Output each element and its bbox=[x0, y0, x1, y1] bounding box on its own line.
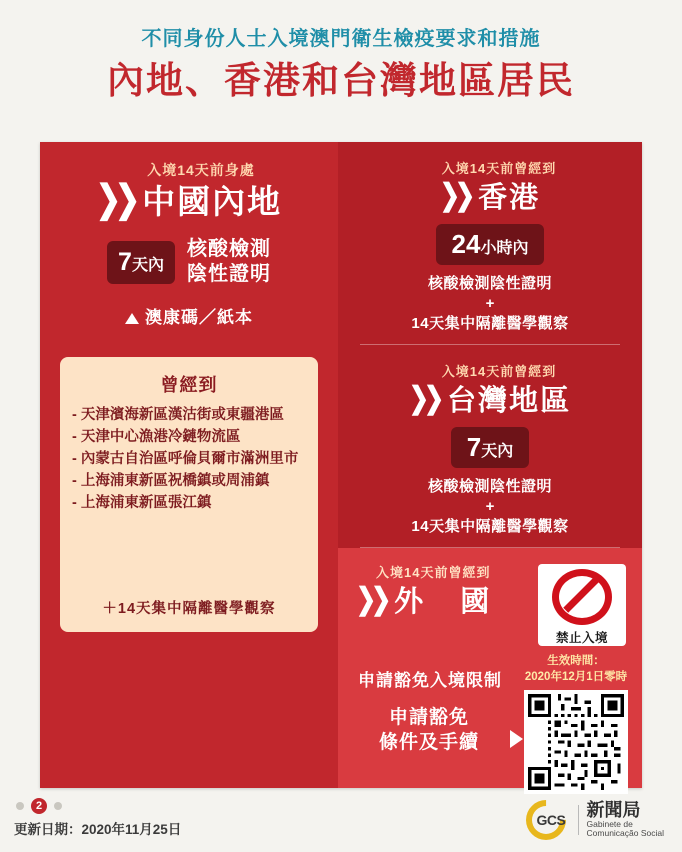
mainland-been-to-box bbox=[60, 357, 318, 632]
mainland-days-number: 7 bbox=[118, 247, 132, 276]
gcs-logo-mark-text: GCS bbox=[536, 812, 566, 828]
page-title: 內地、香港和台灣地區居民 bbox=[107, 60, 575, 101]
hongkong-time-chip bbox=[436, 224, 545, 265]
list-item: - 天津中心漁港冷鏈物流區 bbox=[72, 429, 241, 446]
content-panel bbox=[40, 142, 642, 788]
taiwan-title-row bbox=[352, 378, 628, 419]
foreign-title-row bbox=[356, 579, 493, 620]
been-to-footer: ＋14天集中隔離醫學觀察 bbox=[102, 601, 276, 617]
mainland-requirement-text bbox=[187, 237, 271, 287]
update-date: 更新日期：2020年11月25日 bbox=[14, 822, 182, 837]
been-to-list bbox=[72, 405, 306, 514]
effective-label: 生效時間： bbox=[547, 655, 605, 667]
taiwan-plus: + bbox=[485, 498, 495, 515]
hongkong-title-row bbox=[352, 175, 628, 216]
mainland-heading bbox=[40, 142, 338, 223]
page-dot[interactable] bbox=[16, 802, 24, 810]
gcs-logo bbox=[526, 800, 664, 840]
taiwan-chip-unit: 天內 bbox=[481, 443, 514, 460]
hongkong-chip-unit: 小時內 bbox=[480, 240, 529, 257]
logo-text-pt-line1: Gabinete de bbox=[586, 818, 633, 829]
no-entry-icon bbox=[552, 569, 612, 625]
triangle-up-icon bbox=[125, 313, 139, 324]
hongkong-pre-label: 入境14天前曾經到 bbox=[441, 161, 557, 176]
apply-cta-line2: 條件及手續 bbox=[378, 731, 479, 753]
taiwan-time-chip bbox=[451, 427, 529, 468]
no-entry-label: 禁止入境 bbox=[555, 631, 608, 645]
list-item: - 天津濱海新區漢沽街或東疆港區 bbox=[72, 407, 284, 423]
section-taiwan bbox=[338, 345, 642, 548]
mainland-code-note-text: 澳康碼／紙本 bbox=[145, 308, 253, 327]
hongkong-region: 香港 bbox=[478, 182, 541, 214]
chevron-right-icon: ❯❯ bbox=[439, 178, 471, 212]
logo-text-cn: 新聞局 bbox=[586, 799, 641, 820]
mainland-code-note bbox=[40, 303, 338, 328]
triangle-right-icon bbox=[510, 730, 523, 748]
list-item: - 上海浦東新區祝橋鎮或周浦鎮 bbox=[72, 473, 270, 490]
poster-header bbox=[0, 0, 682, 108]
mainland-title-row bbox=[54, 176, 324, 223]
chevron-right-icon: ❯❯ bbox=[408, 381, 440, 415]
section-hongkong bbox=[338, 142, 642, 345]
mainland-pre-label: 入境14天前身處 bbox=[147, 162, 255, 178]
list-item: - 內蒙古自治區呼倫貝爾市滿洲里市 bbox=[72, 451, 299, 468]
effective-time bbox=[524, 654, 628, 685]
logo-divider bbox=[578, 805, 579, 835]
gcs-logo-icon bbox=[526, 800, 570, 840]
mainland-requirement-line1: 核酸檢測 bbox=[186, 238, 271, 260]
mainland-region: 中國內地 bbox=[142, 183, 283, 220]
poster-footer bbox=[0, 788, 682, 852]
mainland-days-unit: 天內 bbox=[131, 256, 164, 274]
apply-cta-text bbox=[354, 706, 504, 755]
mainland-requirement-line2: 陰性證明 bbox=[186, 263, 271, 285]
hongkong-line1: 核酸檢測陰性證明 bbox=[427, 275, 552, 292]
right-column bbox=[338, 142, 642, 788]
taiwan-chip-number: 7 bbox=[466, 432, 482, 462]
apply-cta-line1: 申請豁免 bbox=[388, 707, 469, 728]
hongkong-chip-number: 24 bbox=[451, 229, 481, 259]
taiwan-line1: 核酸檢測陰性證明 bbox=[427, 478, 552, 495]
gcs-logo-text bbox=[587, 801, 664, 839]
logo-text-pt-line2: Comunicação Social bbox=[586, 828, 664, 839]
hongkong-plus: + bbox=[485, 295, 495, 312]
foreign-region: 外 國 bbox=[394, 586, 494, 618]
chevron-right-icon: ❯❯ bbox=[356, 582, 387, 616]
page-dot[interactable] bbox=[54, 802, 62, 810]
section-foreign bbox=[338, 548, 642, 788]
page-dot-active[interactable]: 2 bbox=[31, 798, 47, 814]
foreign-apply-line: 申請豁免入境限制 bbox=[358, 671, 502, 690]
mainland-days-chip bbox=[107, 241, 175, 284]
qr-code-image bbox=[528, 694, 624, 790]
section-mainland bbox=[40, 142, 338, 788]
taiwan-line2: 14天集中隔離醫學觀察 bbox=[411, 518, 569, 535]
qr-code[interactable] bbox=[524, 690, 628, 794]
mainland-test-requirement bbox=[40, 237, 338, 287]
list-item: - 上海浦東新區張江鎮 bbox=[72, 495, 212, 512]
chevron-right-icon: ❯❯ bbox=[95, 178, 135, 220]
effective-date: 2020年12月1日零時 bbox=[524, 670, 628, 683]
hongkong-line2: 14天集中隔離醫學觀察 bbox=[411, 315, 569, 332]
been-to-title: 曾經到 bbox=[160, 375, 218, 395]
taiwan-pre-label: 入境14天前曾經到 bbox=[441, 364, 557, 379]
foreign-pre-label: 入境14天前曾經到 bbox=[376, 565, 491, 580]
no-entry-badge bbox=[538, 564, 626, 646]
header-subtitle: 不同身份人士入境澳門衛生檢疫要求和措施 bbox=[141, 28, 541, 50]
page-indicator bbox=[16, 798, 62, 814]
taiwan-region: 台灣地區 bbox=[447, 385, 572, 417]
